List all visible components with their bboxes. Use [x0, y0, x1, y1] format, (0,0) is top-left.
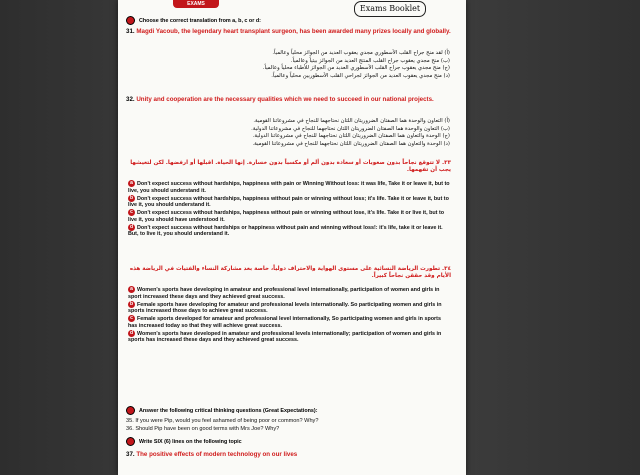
option-c: (ج) الوحدة والتعاون هما الصفتان الضروريتان اللتان نحتاجهما للنجاح في مشروعاتنا الدولية.	[252, 133, 450, 140]
question-32: 32. Unity and cooperation are the necessary qualities which we need to succeed in our national projects.	[126, 96, 434, 103]
question-35: 35. If you were Pip, would you feel ashamed of being poor or common? Why?	[126, 418, 319, 424]
option-b: b Don't expect success without hardships, happiness without pain or winning without loss; it's life. Take it or leave it, but to live it, you should understand it.	[128, 194, 449, 209]
section-heading-translation: Choose the correct translation from a, b, c or d:	[126, 16, 261, 25]
option-d: d Women's sports have developed in amateur and professional levels internationally; participation of women and girls in sports has increased these days and they achieved great success.	[128, 329, 442, 344]
bullet-icon	[126, 406, 135, 415]
question-34-options	[128, 286, 450, 344]
question-33-arabic: ٣٣. لا تتوقع نجاحاً بدون صعوبات أو سعادة بدون ألم أو مكسباً بدون خسارة. إنها الحياة. اقبلها أو ارفضها. لكن لتعيشها يجب أن تفهمها.	[130, 160, 451, 173]
option-c: (ج) منح مجدي يعقوب جراح القلب الأسطوري العديد من الجوائز للأطباء محلياً وعالمياً.	[262, 65, 450, 72]
option-b: (ب) منح مجدي يعقوب جراح القلب المنتج العديد من الجوائز بيتياً وعالمياً.	[290, 57, 450, 64]
bullet-icon	[126, 16, 135, 25]
question-31: 31. Magdi Yacoub, the legendary heart transplant surgeon, has been awarded many prizes locally and globally.	[126, 28, 451, 35]
option-b: b Female sports have developing for amateur and professional levels internationally. So participating women and girls in sports increased those days to achieve great success.	[128, 300, 442, 315]
option-b: (ب) التعاون والوحدة هما الصفتان الضروريتان اللتان نحتاجهما للنجاح في مشروعاتنا الدولية.	[251, 125, 450, 132]
exam-page	[118, 0, 466, 475]
option-a: (أ) التعاون والوحدة هما الصفتان الضروريتان اللتان نحتاجهما للنجاح في مشروعاتنا القومية.	[253, 118, 450, 124]
option-a: a Don't expect success without hardships, happiness with pain or Winning Without loss: it was life, Take it or leave it, but to live, you should understand it.	[128, 180, 450, 194]
school-logo: EXAMS	[173, 0, 219, 8]
option-a: a Women's sports have developing in amateur and professional level internationally, participation of women and girls in sport increased these days and they achieved great success.	[128, 286, 440, 300]
question-34-arabic: ٣٤. تطورت الرياضة النسائية على مستوى الهواية والاحتراف دولياً، خاصة بعد مشاركة النساء والفتيات في الرياضة هذه الأيام وقد حققن نجاحاً كبيراً.	[129, 266, 451, 279]
bullet-icon	[126, 437, 135, 446]
question-33-options	[128, 180, 450, 238]
option-c: c Female sports developed for amateur and professional level internationally, So participating women and girls in sports has increased today so that they will achieve great success.	[128, 315, 441, 329]
option-d: (د) الوحدة والتعاون هما الصفتان الضروريتان اللتان نحتاجهما للنجاح في مشروعاتنا القومية.	[252, 140, 450, 147]
option-d: d Don't expect success without hardships or happiness without pain and winning without loss!: it's life, take it or leave it. But, to live it, you should understand it.	[128, 223, 443, 238]
question-31-options	[158, 50, 450, 80]
section-heading-writing: Write SIX (6) lines on the following topic	[126, 437, 242, 446]
question-37: 37. The positive effects of modern technology on our lives	[126, 451, 298, 458]
question-36: 36. Should Pip have been on good terms with Mrs Joe? Why?	[126, 426, 280, 432]
option-c: c Don't expect success without hardships, happiness without pain or winning without lose, it's life. Take it or live it, but to live it, you should have understood it.	[128, 209, 445, 223]
booklet-badge: Exams Booklet	[354, 1, 426, 17]
section-heading-critical: Answer the following critical thinking questions (Great Expectations):	[126, 406, 318, 415]
option-d: (د) منح مجدي يعقوب العديد من الجوائز لجراحي القلب الأسطوريين محلياً وعالمياً.	[271, 72, 450, 79]
option-a: (أ) لقد منح جراح القلب الأسطوري مجدي يعقوب العديد من الجوائز محلياً وعالمياً.	[272, 50, 450, 56]
question-32-options	[158, 118, 450, 148]
